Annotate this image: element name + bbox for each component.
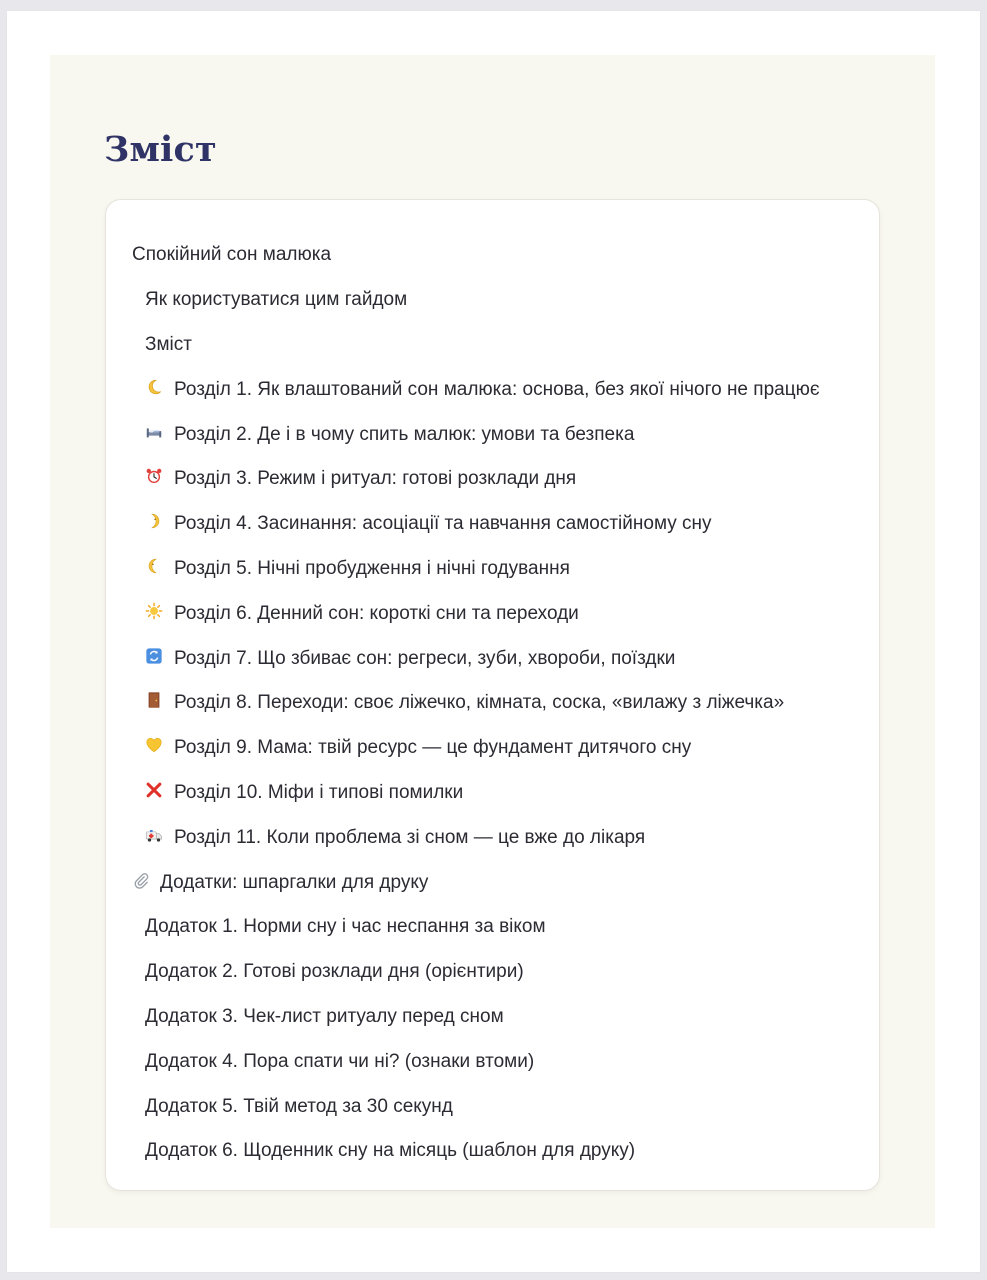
toc-item-label: Спокійний сон малюка: [132, 244, 332, 266]
toc-item[interactable]: [106, 905, 879, 950]
toc-item[interactable]: [106, 771, 879, 816]
repeat-arrows-icon: [145, 647, 163, 665]
toc-item-label: Розділ 4. Засинання: асоціації та навчання самостійному сну: [174, 513, 712, 535]
toc-item[interactable]: [106, 367, 879, 412]
yellow-heart-icon: [145, 736, 163, 754]
toc-item[interactable]: [106, 412, 879, 457]
toc-item[interactable]: [106, 815, 879, 860]
paperclip-icon: [132, 871, 150, 889]
toc-item-label: Додаток 1. Норми сну і час неспання за віком: [145, 916, 546, 938]
toc-item-label: Зміст: [145, 333, 192, 355]
sun-icon: [145, 602, 163, 620]
toc-item[interactable]: [106, 1129, 879, 1174]
toc-item-label: Розділ 5. Нічні пробудження і нічні годування: [174, 557, 570, 579]
toc-item-label: Додаток 3. Чек-лист ритуалу перед сном: [145, 1005, 504, 1027]
toc-item[interactable]: [106, 726, 879, 771]
crescent-moon-icon: [145, 378, 163, 396]
cross-mark-icon: [145, 781, 163, 799]
toc-item[interactable]: [106, 681, 879, 726]
document-page: [7, 11, 980, 1272]
toc-item-label: Розділ 1. Як влаштований сон малюка: основа, без якої нічого не працює: [174, 378, 820, 400]
toc-item-label: Додаток 2. Готові розклади дня (орієнтири): [145, 961, 524, 983]
toc-item-label: Розділ 2. Де і в чому спить малюк: умови та безпека: [174, 423, 635, 445]
toc-item[interactable]: [106, 278, 879, 323]
toc-item-label: Додаток 5. Твій метод за 30 секунд: [145, 1095, 453, 1117]
toc-item[interactable]: [106, 860, 879, 905]
toc-item[interactable]: [106, 591, 879, 636]
toc-item-label: Як користуватися цим гайдом: [145, 289, 408, 311]
toc-item-label: Розділ 11. Коли проблема зі сном — це вже до лікаря: [174, 826, 646, 848]
table-of-contents: [105, 199, 880, 1191]
toc-item-label: Розділ 8. Переходи: своє ліжечко, кімната, соска, «вилажу з ліжечка»: [174, 692, 785, 714]
toc-item-label: Розділ 6. Денний сон: короткі сни та переходи: [174, 602, 579, 624]
toc-item[interactable]: [106, 1084, 879, 1129]
toc-item[interactable]: [106, 1039, 879, 1084]
page-title: Зміст: [104, 129, 217, 170]
alarm-clock-icon: [145, 467, 163, 485]
toc-item[interactable]: [106, 547, 879, 592]
toc-item[interactable]: [106, 502, 879, 547]
content-area: [50, 55, 935, 1228]
toc-item-label: Розділ 7. Що збиває сон: регреси, зуби, хвороби, поїздки: [174, 647, 676, 669]
toc-item-label: Розділ 10. Міфи і типові помилки: [174, 781, 464, 803]
toc-list: [106, 233, 879, 1174]
bed-icon: [145, 423, 163, 441]
toc-item-label: Додаток 6. Щоденник сну на місяць (шаблон для друку): [145, 1140, 636, 1162]
toc-item[interactable]: [106, 950, 879, 995]
ambulance-icon: [145, 826, 163, 844]
toc-item-label: Розділ 3. Режим і ритуал: готові розклади дня: [174, 468, 577, 490]
door-icon: [145, 691, 163, 709]
toc-item[interactable]: [106, 995, 879, 1040]
toc-item-label: Додаток 4. Пора спати чи ні? (ознаки втоми): [145, 1050, 535, 1072]
toc-item[interactable]: [106, 323, 879, 368]
toc-item[interactable]: [106, 457, 879, 502]
first-quarter-moon-face-icon: [145, 512, 163, 530]
toc-item[interactable]: [106, 636, 879, 681]
toc-item[interactable]: [106, 233, 879, 278]
toc-item-label: Додатки: шпаргалки для друку: [160, 871, 429, 893]
toc-item-label: Розділ 9. Мама: твій ресурс — це фундамент дитячого сну: [174, 737, 692, 759]
last-quarter-moon-face-icon: [145, 557, 163, 575]
